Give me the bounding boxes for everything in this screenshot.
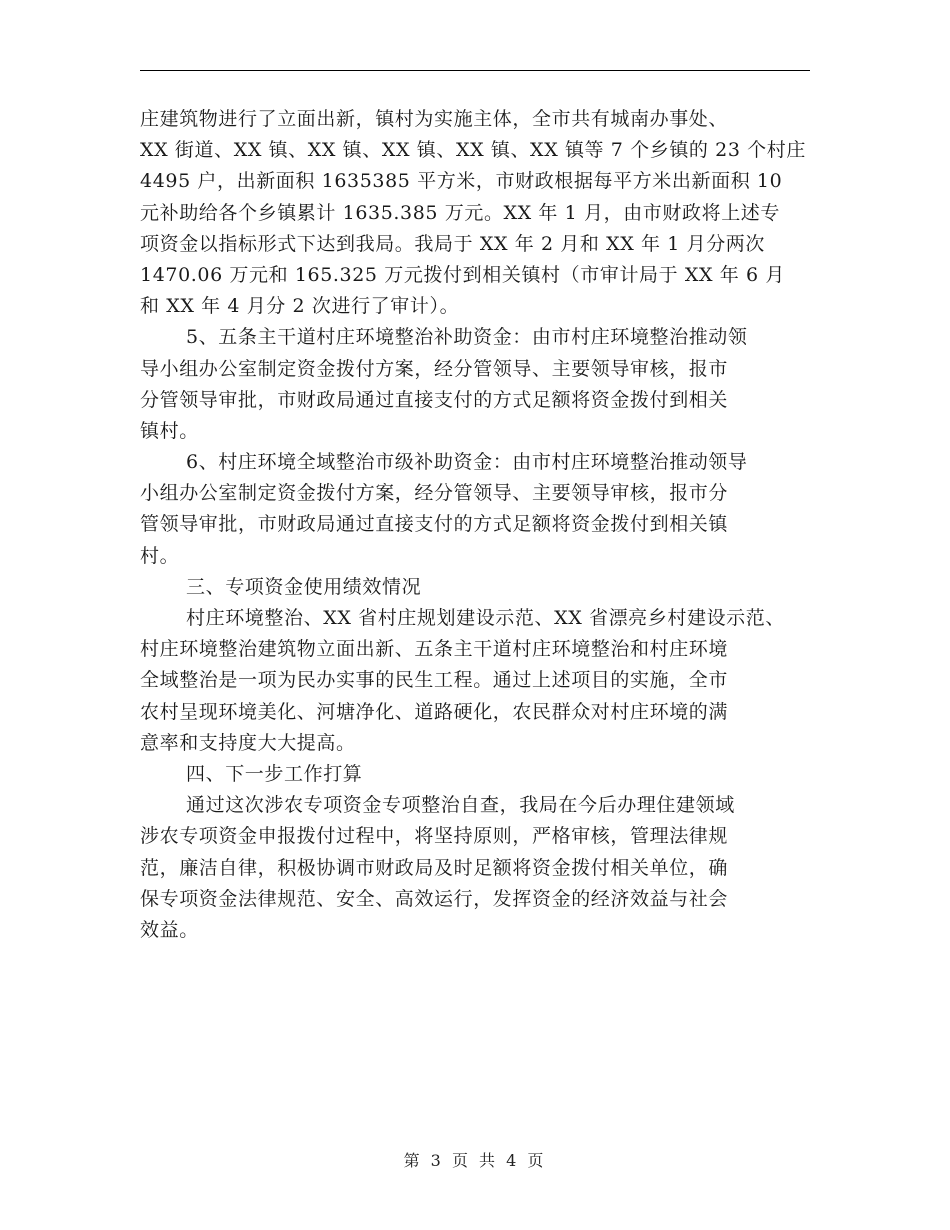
text-line: 管领导审批，市财政局通过直接支付的方式足额将资金拨付到相关镇 <box>140 513 729 536</box>
text-line: 范，廉洁自律，积极协调市财政局及时足额将资金拨付相关单位，确 <box>140 856 729 879</box>
header-rule <box>140 70 810 71</box>
text-line: 1470.06 万元和 165.325 万元拨付到相关镇村（市审计局于 XX 年 6 月 <box>140 263 785 286</box>
text-line: 分管领导审批，市财政局通过直接支付的方式足额将资金拨付到相关 <box>140 388 729 411</box>
text-line: 元补助给各个乡镇累计 1635.385 万元。XX 年 1 月，由市财政将上述专 <box>140 201 780 224</box>
text-line: 效益。 <box>140 918 199 941</box>
text-line: 村。 <box>140 544 180 567</box>
text-line: 项资金以指标形式下达到我局。我局于 XX 年 2 月和 XX 年 1 月分两次 <box>140 232 765 255</box>
text-line: 村庄环境整治建筑物立面出新、五条主干道村庄环境整治和村庄环境 <box>140 638 729 661</box>
text-line: 6、村庄环境全域整治市级补助资金：由市村庄环境整治推动领导 <box>186 451 748 474</box>
text-line: 保专项资金法律规范、安全、高效运行，发挥资金的经济效益与社会 <box>140 887 729 910</box>
document-body <box>140 104 820 946</box>
text-line: 庄建筑物进行了立面出新，镇村为实施主体，全市共有城南办事处、 <box>140 108 729 130</box>
text-line: XX 街道、XX 镇、XX 镇、XX 镇、XX 镇、XX 镇等 7 个乡镇的 23 个村庄 <box>140 139 806 162</box>
text-line: 通过这次涉农专项资金专项整治自查，我局在今后办理住建领域 <box>186 794 735 817</box>
text-line: 四、下一步工作打算 <box>186 762 363 785</box>
text-line: 导小组办公室制定资金拨付方案，经分管领导、主要领导审核，报市 <box>140 357 729 380</box>
text-line: 小组办公室制定资金拨付方案，经分管领导、主要领导审核，报市分 <box>140 482 729 505</box>
text-line: 和 XX 年 4 月分 2 次进行了审计）。 <box>140 295 460 318</box>
text-line: 意率和支持度大大提高。 <box>140 731 356 754</box>
text-line: 农村呈现环境美化、河塘净化、道路硬化，农民群众对村庄环境的满 <box>140 700 729 723</box>
text-line: 涉农专项资金申报拨付过程中，将坚持原则，严格审核，管理法律规 <box>140 825 729 848</box>
text-line: 三、专项资金使用绩效情况 <box>186 575 422 598</box>
text-line: 5、五条主干道村庄环境整治补助资金：由市村庄环境整治推动领 <box>186 326 748 349</box>
page-number: 第 3 页 共 4 页 <box>403 1151 547 1170</box>
text-line: 村庄环境整治、XX 省村庄规划建设示范、XX 省漂亮乡村建设示范、 <box>186 607 785 629</box>
text-line: 镇村。 <box>140 419 199 442</box>
text-line: 全域整治是一项为民办实事的民生工程。通过上述项目的实施，全市 <box>140 669 729 692</box>
text-line: 4495 户，出新面积 1635385 平方米，市财政根据每平方米出新面积 10 <box>140 170 783 193</box>
